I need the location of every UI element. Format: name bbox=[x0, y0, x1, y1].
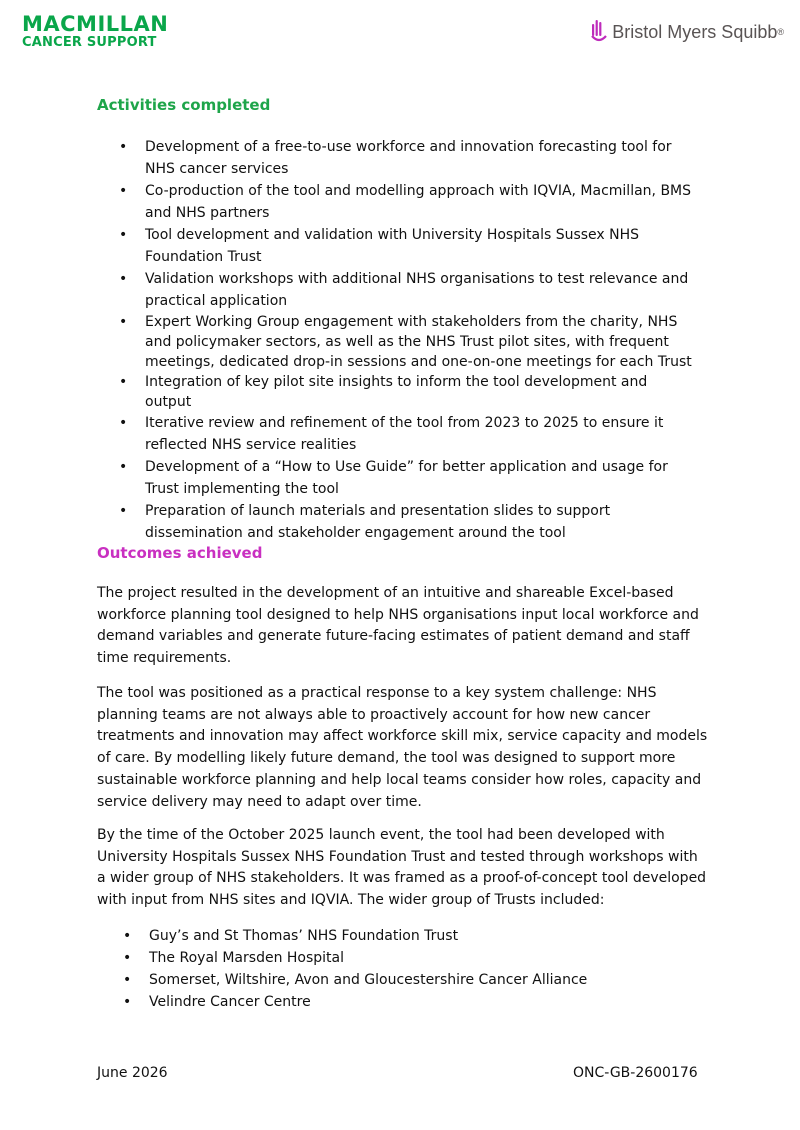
list-item: • Guy’s and St Thomas’ NHS Foundation Trust bbox=[97, 925, 697, 947]
list-item: • Integration of key pilot site insights to inform the tool development and output bbox=[97, 372, 697, 412]
bms-logo bbox=[591, 20, 784, 44]
footer-code: ONC-GB-2600176 bbox=[573, 1065, 698, 1081]
list-item: • Somerset, Wiltshire, Avon and Gloucestershire Cancer Alliance bbox=[97, 969, 697, 991]
activities-list bbox=[97, 136, 697, 544]
bms-logo-mark: ® bbox=[777, 27, 784, 37]
footer-date: June 2026 bbox=[97, 1065, 168, 1081]
list-item: • Preparation of launch materials and presentation slides to support dissemination and stakeholder engagement around the tool bbox=[97, 500, 697, 544]
bms-mark-icon bbox=[591, 20, 607, 44]
list-item: • Iterative review and refinement of the tool from 2023 to 2025 to ensure it reflected NHS service realities bbox=[97, 412, 697, 456]
list-item: • Expert Working Group engagement with stakeholders from the charity, NHS and policymaker sectors, as well as the NHS Trust pilot sites, with frequent meetings, dedicated drop-in sessions and one-on-one meetings for each Trust bbox=[97, 312, 697, 372]
list-item: • Development of a free-to-use workforce and innovation forecasting tool for NHS cancer services bbox=[97, 136, 697, 180]
bms-logo-text: Bristol Myers Squibb bbox=[612, 21, 778, 42]
list-item: • Validation workshops with additional NHS organisations to test relevance and practical application bbox=[97, 268, 697, 312]
outcomes-heading: Outcomes achieved bbox=[97, 544, 263, 562]
macmillan-logo-line1: MACMILLAN bbox=[22, 12, 169, 36]
list-item: • Co-production of the tool and modelling approach with IQVIA, Macmillan, BMS and NHS partners bbox=[97, 180, 697, 224]
list-item: • Tool development and validation with University Hospitals Sussex NHS Foundation Trust bbox=[97, 224, 697, 268]
macmillan-logo-line2: CANCER SUPPORT bbox=[22, 35, 157, 50]
outcomes-paragraph-1: The project resulted in the development of an intuitive and shareable Excel-based workforce planning tool designed to help NHS organisations input local workforce and demand variables and generate future-facing estimates of patient demand and staff time requirements. bbox=[97, 585, 699, 667]
outcomes-paragraph-2: The tool was positioned as a practical response to a key system challenge: NHS planning teams are not always able to proactively account for how new cancer treatments and innovation may affect workforce skill mix, service capacity and models of care. By modelling likely future demand, the tool was designed to support more sustainable workforce planning and help local teams consider how roles, capacity and service delivery may need to adapt over time. bbox=[97, 685, 708, 810]
macmillan-logo bbox=[22, 14, 168, 49]
trusts-list bbox=[97, 925, 697, 1013]
activities-heading: Activities completed bbox=[97, 96, 271, 114]
list-item: • The Royal Marsden Hospital bbox=[97, 947, 697, 969]
outcomes-paragraph-3: By the time of the October 2025 launch event, the tool had been developed with University Hospitals Sussex NHS Foundation Trust and tested through workshops with a wider group of NHS stakeholders. It was framed as a proof-of-concept tool developed with input from NHS sites and IQVIA. The wider group of Trusts included: bbox=[97, 827, 707, 909]
list-item: • Development of a “How to Use Guide” for better application and usage for Trust implementing the tool bbox=[97, 456, 697, 500]
list-item: • Velindre Cancer Centre bbox=[97, 991, 697, 1013]
